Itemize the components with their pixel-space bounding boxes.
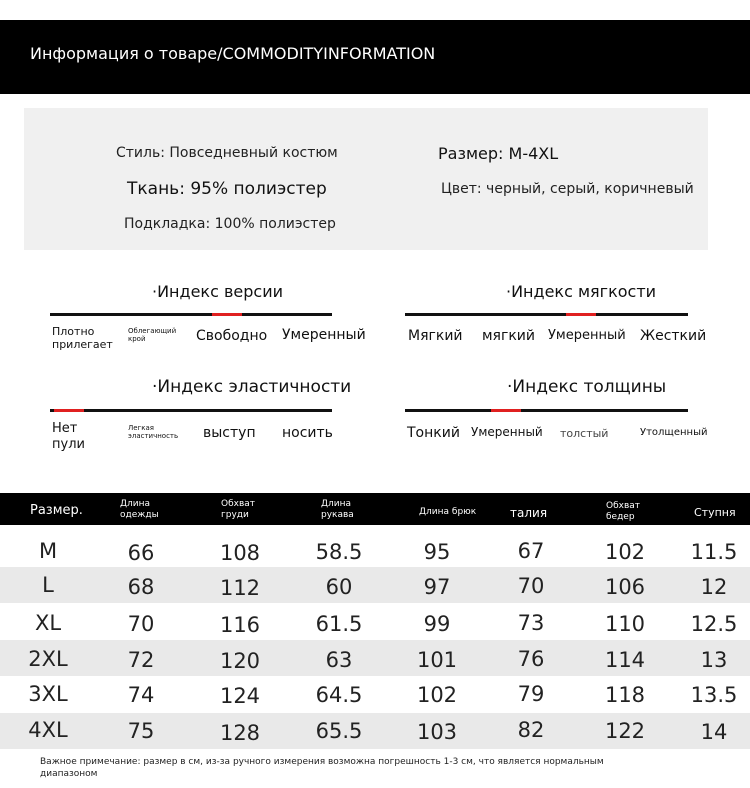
table-cell: 75 xyxy=(127,719,155,743)
table-cell: 122 xyxy=(604,719,646,743)
thickness-option-3: толстый xyxy=(560,427,609,440)
elasticity-option-2: Легкая эластичность xyxy=(128,424,179,441)
table-cell: 73 xyxy=(517,611,545,635)
softness-option-3: Умеренный xyxy=(548,328,626,343)
version-index-line xyxy=(50,313,332,316)
fabric-text: Ткань: 95% полиэстер xyxy=(127,179,327,199)
thickness-option-4: Утолщенный xyxy=(640,427,708,438)
table-cell: 116 xyxy=(219,613,261,637)
size-note: Важное примечание: размер в см, из-за ручного измерения возможна погрешность 1-3 см, что является нормальным диапазоном xyxy=(40,757,604,779)
header-chest: Обхват груди xyxy=(221,499,256,521)
table-cell: 3XL xyxy=(28,682,68,706)
table-row xyxy=(0,676,750,712)
table-cell: 102 xyxy=(604,540,646,564)
table-cell: 82 xyxy=(517,718,545,742)
header-foot: Ступня xyxy=(694,506,736,519)
table-cell: 66 xyxy=(127,541,155,565)
thickness-index-marker xyxy=(491,409,521,412)
table-cell: 106 xyxy=(604,575,646,599)
table-cell: 2XL xyxy=(28,647,68,671)
softness-option-1: Мягкий xyxy=(408,328,463,344)
elasticity-option-4: носить xyxy=(282,425,333,441)
table-cell: 14 xyxy=(700,720,728,744)
table-cell: 74 xyxy=(127,683,155,707)
table-cell: XL xyxy=(34,611,62,635)
version-option-4: Умеренный xyxy=(282,327,366,343)
color-text: Цвет: черный, серый, коричневый xyxy=(441,181,694,197)
table-cell: 65.5 xyxy=(315,719,363,743)
table-cell: 120 xyxy=(219,649,261,673)
thickness-index-line xyxy=(405,409,688,412)
table-cell: 79 xyxy=(517,682,545,706)
style-text: Стиль: Повседневный костюм xyxy=(116,145,338,161)
softness-option-2: мягкий xyxy=(482,328,535,344)
lining-text: Подкладка: 100% полиэстер xyxy=(124,216,336,232)
size-text: Размер: M-4XL xyxy=(438,144,559,163)
table-cell: 110 xyxy=(604,612,646,636)
table-cell: 13 xyxy=(700,648,728,672)
table-cell: 70 xyxy=(517,574,545,598)
table-cell: 64.5 xyxy=(315,683,363,707)
table-cell: 112 xyxy=(219,576,261,600)
table-cell: 108 xyxy=(219,541,261,565)
table-row xyxy=(0,604,750,640)
table-cell: 97 xyxy=(423,575,451,599)
table-row xyxy=(0,567,750,603)
softness-index-marker xyxy=(566,313,596,316)
table-cell: 124 xyxy=(219,684,261,708)
thickness-option-2: Умеренный xyxy=(471,425,543,439)
table-row xyxy=(0,640,750,676)
elasticity-index-line xyxy=(50,409,332,412)
header-pants-length: Длина брюк xyxy=(419,507,477,517)
version-index-marker xyxy=(212,313,242,316)
table-cell: 103 xyxy=(416,720,458,744)
table-cell: 13.5 xyxy=(690,683,738,707)
version-option-3: Свободно xyxy=(196,328,268,344)
header-sleeve: Длина рукава xyxy=(321,499,354,521)
table-cell: 76 xyxy=(517,647,545,671)
version-index-title: ·Индекс версии xyxy=(152,282,283,301)
table-cell: L xyxy=(42,573,54,597)
table-cell: 95 xyxy=(423,540,451,564)
table-cell: 11.5 xyxy=(690,540,738,564)
header-hips: Обхват бедер xyxy=(606,501,641,523)
table-cell: 114 xyxy=(604,648,646,672)
table-cell: 60 xyxy=(325,575,353,599)
table-cell: 12 xyxy=(700,575,728,599)
elasticity-option-3: выступ xyxy=(203,425,256,441)
table-row xyxy=(0,713,750,749)
version-option-1: Плотно прилегает xyxy=(52,325,113,352)
table-cell: 118 xyxy=(604,683,646,707)
table-cell: 101 xyxy=(416,648,458,672)
elasticity-option-1: Нет пули xyxy=(52,421,85,452)
table-cell: 12.5 xyxy=(690,612,738,636)
softness-index-title: ·Индекс мягкости xyxy=(506,282,657,301)
table-cell: 128 xyxy=(219,721,261,745)
table-cell: 4XL xyxy=(28,718,68,742)
page-title: Информация о товаре/COMMODITYINFORMATION xyxy=(30,44,436,63)
elasticity-index-title: ·Индекс эластичности xyxy=(152,377,352,397)
table-cell: 63 xyxy=(325,648,353,672)
table-cell: 102 xyxy=(416,683,458,707)
table-cell: 68 xyxy=(127,575,155,599)
version-option-2: Облегающий крой xyxy=(128,327,177,344)
softness-option-4: Жесткий xyxy=(640,328,707,344)
elasticity-index-marker xyxy=(54,409,84,412)
table-cell: 70 xyxy=(127,612,155,636)
table-cell: 58.5 xyxy=(315,540,363,564)
thickness-index-title: ·Индекс толщины xyxy=(507,377,667,397)
table-row xyxy=(0,533,750,569)
table-cell: 99 xyxy=(423,612,451,636)
table-cell: 67 xyxy=(517,539,545,563)
header-size: Размер. xyxy=(30,503,83,518)
table-cell: M xyxy=(38,539,58,563)
thickness-option-1: Тонкий xyxy=(407,425,460,441)
header-garment-length: Длина одежды xyxy=(120,499,159,521)
header-waist: талия xyxy=(510,506,548,520)
table-cell: 61.5 xyxy=(315,612,363,636)
softness-index-line xyxy=(405,313,688,316)
table-cell: 72 xyxy=(127,648,155,672)
